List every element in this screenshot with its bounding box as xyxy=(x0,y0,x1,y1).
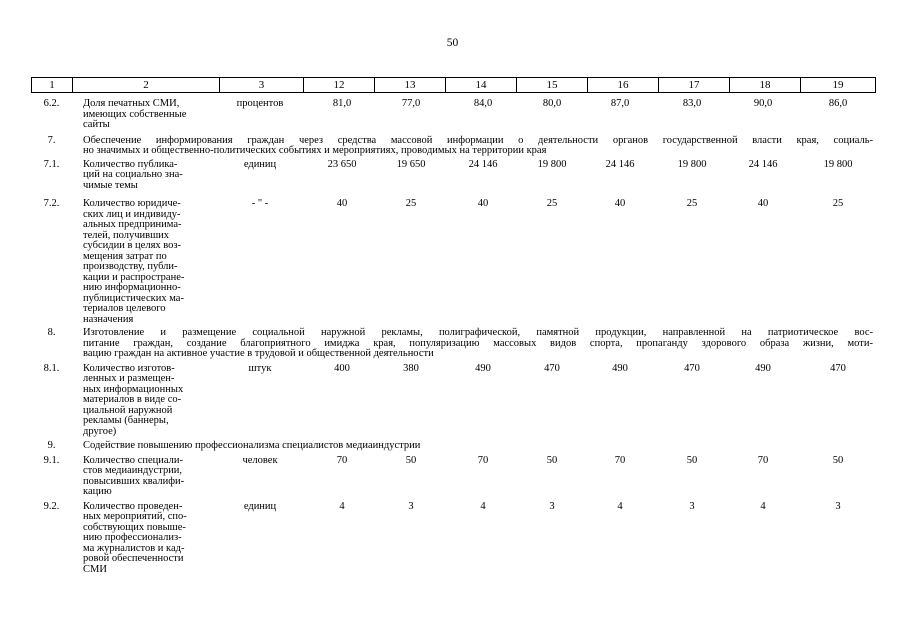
indicator-name xyxy=(83,456,211,498)
indicator-name-line: териалов целевого xyxy=(83,303,166,314)
table-row xyxy=(31,199,875,325)
page-number: 50 xyxy=(446,37,459,49)
indicator-name-line: ских лиц и индивиду- xyxy=(83,208,181,220)
indicator-name-line: публицистических ма- xyxy=(83,292,184,304)
indicator-name-line: материалов в виде со- xyxy=(83,394,182,405)
indicator-name-line: Количество юридиче- xyxy=(83,198,181,209)
indicator-name xyxy=(83,502,211,576)
table-row xyxy=(31,502,875,576)
value-cell: 25 xyxy=(405,198,417,209)
header-cell: 19 xyxy=(801,78,876,93)
value-cell: 400 xyxy=(334,362,350,374)
section-title xyxy=(83,136,873,157)
indicator-name-line: повысивших квалифи- xyxy=(83,475,185,487)
indicator-name-line: Количество изготов- xyxy=(83,362,175,374)
value-cell: 3 xyxy=(689,500,695,512)
value-cell: 490 xyxy=(475,362,491,374)
row-number: 9. xyxy=(47,440,56,451)
value-cell: 40 xyxy=(614,198,626,209)
indicator-name-line: телей, получивших xyxy=(83,229,170,241)
value-cell: 50 xyxy=(832,454,844,466)
indicator-name-line: Количество специали- xyxy=(83,454,183,466)
value-cell: 40 xyxy=(477,198,489,209)
indicator-name xyxy=(83,160,211,192)
value-cell: 24 146 xyxy=(468,158,498,170)
row-number: 7.1. xyxy=(43,158,60,170)
indicator-name-line: субсидии в целях воз- xyxy=(83,240,182,251)
header-cell: 18 xyxy=(730,78,801,93)
table-row xyxy=(31,99,875,131)
indicator-name-line: ций на социально зна- xyxy=(83,169,183,180)
value-cell: 490 xyxy=(755,362,771,374)
row-number: 6.2. xyxy=(43,98,60,109)
header-cell: 1 xyxy=(32,78,73,93)
indicator-name-line: чимые темы xyxy=(83,179,138,191)
value-cell: 490 xyxy=(612,362,628,374)
header-cell: 17 xyxy=(659,78,730,93)
column-number-header xyxy=(31,77,876,93)
indicator-name-line: нию информационно- xyxy=(83,282,181,293)
indicator-name-line: имеющих собственные xyxy=(83,108,187,120)
section-row xyxy=(31,441,875,452)
value-cell: 77,0 xyxy=(401,98,421,109)
value-cell: 470 xyxy=(684,362,700,374)
value-cell: 24 146 xyxy=(748,158,778,170)
table-row xyxy=(31,160,875,192)
section-title xyxy=(83,328,873,360)
indicator-name xyxy=(83,199,211,325)
indicator-name-line: назначения xyxy=(83,313,134,325)
value-cell: 50 xyxy=(405,454,417,466)
value-cell: 81,0 xyxy=(332,98,352,109)
value-cell: 3 xyxy=(549,500,555,512)
value-cell: 25 xyxy=(546,198,558,209)
value-cell: 19 800 xyxy=(823,158,853,170)
value-cell: 87,0 xyxy=(610,98,630,109)
value-cell: 50 xyxy=(686,454,698,466)
indicator-name-line: Доля печатных СМИ, xyxy=(83,98,180,109)
value-cell: 470 xyxy=(544,362,560,374)
value-cell: 25 xyxy=(686,198,698,209)
value-cell: 84,0 xyxy=(473,98,493,109)
row-number: 7.2. xyxy=(43,198,60,209)
indicator-name-line: собствующих повыше- xyxy=(83,521,186,533)
section-title-line: вацию граждан на активное участие в трудовой и общественной деятельности xyxy=(83,348,434,359)
indicator-name-line: производству, публи- xyxy=(83,261,178,272)
indicator-name-line: другое) xyxy=(83,425,117,437)
section-title-line: Обеспечение информирования граждан через средства массовой информации о деятельности органов государственной власти края, социаль- xyxy=(83,134,873,146)
indicator-name xyxy=(83,99,211,131)
indicator-name xyxy=(83,364,211,438)
header-cell: 12 xyxy=(304,78,375,93)
unit-cell: единиц xyxy=(243,500,277,512)
indicator-name-line: альных предпринима- xyxy=(83,219,182,230)
header-cell: 13 xyxy=(375,78,446,93)
value-cell: 50 xyxy=(546,454,558,466)
unit-cell: процентов xyxy=(236,98,284,109)
unit-cell: единиц xyxy=(243,158,277,170)
indicator-name-line: СМИ xyxy=(83,563,107,575)
unit-cell: - " - xyxy=(251,198,269,209)
value-cell: 23 650 xyxy=(327,158,357,170)
section-title-line: Изготовление и размещение социальной наружной рекламы, полиграфической, памятной продукции, направленной на патриотическое вос- xyxy=(83,327,873,338)
row-number: 8.1. xyxy=(43,362,60,374)
value-cell: 86,0 xyxy=(828,98,848,109)
indicator-name-line: ма журналистов и кад- xyxy=(83,542,185,554)
section-row xyxy=(31,136,875,157)
value-cell: 83,0 xyxy=(682,98,702,109)
header-cell: 16 xyxy=(588,78,659,93)
value-cell: 4 xyxy=(480,500,486,512)
value-cell: 19 650 xyxy=(396,158,426,170)
table-row xyxy=(31,456,875,498)
value-cell: 4 xyxy=(617,500,623,512)
unit-cell: штук xyxy=(248,362,272,374)
indicator-name-line: ленных и размещен- xyxy=(83,373,175,384)
indicator-name-line: ных мероприятий, спо- xyxy=(83,511,187,522)
value-cell: 470 xyxy=(830,362,846,374)
indicator-name-line: Количество публика- xyxy=(83,158,178,170)
header-cell: 3 xyxy=(220,78,304,93)
header-cell: 15 xyxy=(517,78,588,93)
indicator-name-line: ровой обеспеченности xyxy=(83,553,184,564)
row-number: 9.2. xyxy=(43,500,60,512)
value-cell: 19 800 xyxy=(677,158,707,170)
section-title-line: Содействие повышению профессионализма специалистов медиаиндустрии xyxy=(83,440,421,451)
indicator-name-line: рекламы (баннеры, xyxy=(83,415,169,426)
indicator-name-line: кацию xyxy=(83,486,112,497)
indicator-name-line: нию профессионализ- xyxy=(83,532,182,543)
row-number: 7. xyxy=(47,134,56,146)
header-row xyxy=(32,78,876,93)
value-cell: 40 xyxy=(336,198,348,209)
row-number: 9.1. xyxy=(43,454,60,466)
section-title-line: питание граждан, создание благоприятного имиджа края, популяризацию массовых видов спорта, пропаганду здорового образа жизни, моти- xyxy=(83,337,873,349)
value-cell: 19 800 xyxy=(537,158,567,170)
value-cell: 90,0 xyxy=(753,98,773,109)
value-cell: 70 xyxy=(614,454,626,466)
section-title-line: но значимых и общественно-политических событиях и мероприятиях, проводимых на территории края xyxy=(83,145,547,156)
table-row xyxy=(31,364,875,438)
unit-cell: человек xyxy=(242,454,278,466)
value-cell: 70 xyxy=(336,454,348,466)
value-cell: 4 xyxy=(339,500,345,512)
value-cell: 40 xyxy=(757,198,769,209)
row-number: 8. xyxy=(47,327,56,338)
section-title xyxy=(83,441,873,452)
value-cell: 380 xyxy=(403,362,419,374)
header-cell: 14 xyxy=(446,78,517,93)
indicator-name-line: Количество проведен- xyxy=(83,500,183,512)
indicator-name-line: циальной наружной xyxy=(83,404,173,416)
indicator-name-line: ных информационных xyxy=(83,383,184,395)
value-cell: 70 xyxy=(757,454,769,466)
indicator-name-line: кации и распростране- xyxy=(83,271,185,283)
value-cell: 4 xyxy=(760,500,766,512)
value-cell: 25 xyxy=(832,198,844,209)
indicator-name-line: сайты xyxy=(83,119,110,130)
value-cell: 24 146 xyxy=(605,158,635,170)
value-cell: 70 xyxy=(477,454,489,466)
value-cell: 80,0 xyxy=(542,98,562,109)
section-row xyxy=(31,328,875,360)
value-cell: 3 xyxy=(408,500,414,512)
value-cell: 3 xyxy=(835,500,841,512)
indicator-name-line: мещения затрат по xyxy=(83,250,167,262)
indicator-name-line: стов медиаиндустрии, xyxy=(83,465,183,476)
header-cell: 2 xyxy=(73,78,220,93)
